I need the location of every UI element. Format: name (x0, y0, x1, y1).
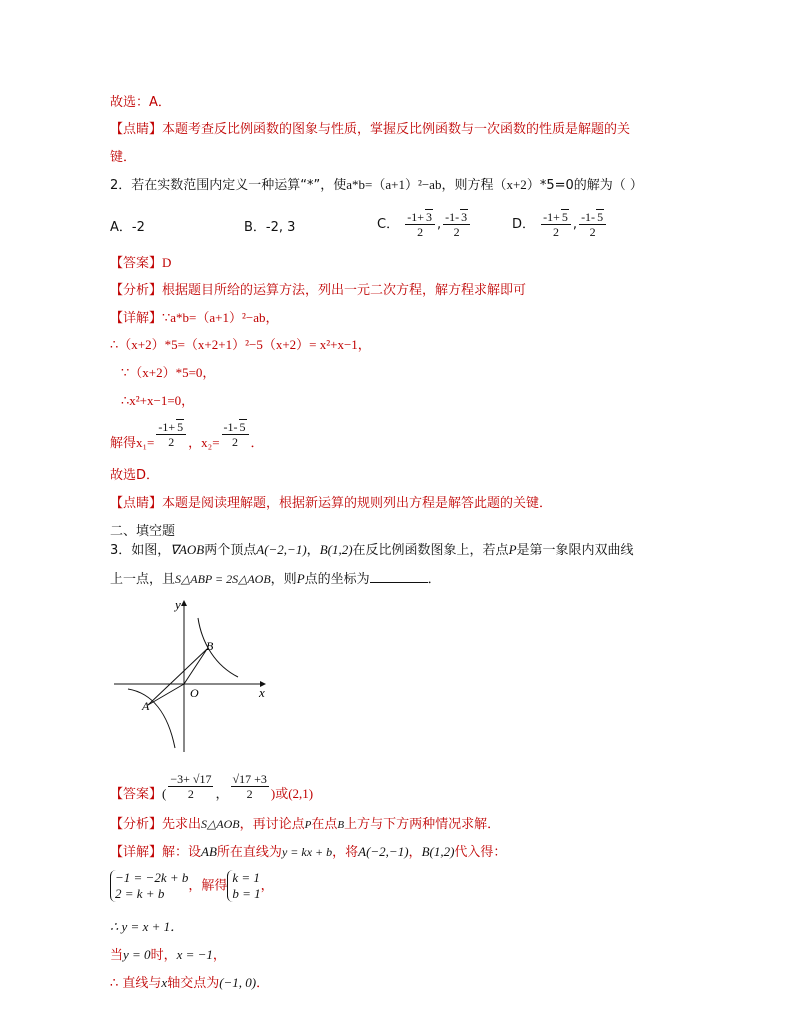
q3-stem-2c: 点的坐标为 (304, 572, 370, 587)
q2-c-n2r: 3 (461, 210, 468, 224)
q3-stem-1c: ， (306, 543, 320, 558)
q3-detail-4b: 时， (150, 948, 177, 963)
q3-stem-1P: P (508, 542, 517, 557)
q2-x2-label: ，x₂= (188, 435, 220, 450)
q3-detail-1A: A(−2,−1) (358, 844, 409, 859)
q2-option-a: A．-2 (110, 220, 145, 235)
q3-answer-tag: 【答案】 (110, 787, 163, 802)
q3-stem-1b: 两个顶点 (204, 543, 257, 558)
q3-analysis-b: ，再讨论点 (239, 817, 305, 832)
q2-x1-frac (156, 420, 186, 449)
q2-x2-na: -1- (223, 420, 238, 434)
prev-choice: 故选：A． (110, 95, 171, 110)
q2-c-n2a: -1- (445, 210, 460, 224)
q3-detail-4 (110, 946, 226, 965)
q3-stem-2b: ，则 (270, 572, 297, 587)
q2-detail-1 (110, 309, 279, 328)
sys2-line-2: b = 1 (232, 886, 261, 901)
q3-solve-end: ， (260, 878, 274, 894)
q3-detail-1B: B(1,2) (421, 844, 455, 859)
q2-d-d1: 2 (553, 225, 560, 239)
dianjing-tag: 【点睛】 (110, 122, 163, 137)
q2-answer-tag: 【答案】 (110, 256, 163, 271)
q2-x1-label: x₁= (136, 435, 155, 450)
q3-detail-4a: 当 (110, 948, 124, 963)
q3-detail-1d: ， (408, 845, 422, 860)
q2-detail-4-text: ∴x²+x−1=0， (121, 393, 195, 408)
q2-option-d-label: D． (512, 217, 536, 232)
q2-detail-5-pre: 解得 (110, 436, 137, 451)
q3-detail-3 (110, 918, 183, 936)
q2-c-frac-1 (405, 210, 435, 239)
point-a-label: A (142, 699, 150, 713)
q2-d-n1a: -1+ (543, 210, 560, 224)
q2-c-frac-2 (443, 210, 470, 239)
q3-analysis-tag: 【分析】 (110, 817, 163, 832)
origin-label: O (190, 686, 199, 700)
q2-analysis-text: 根据题目所给的运算方法，列出一元二次方程，解方程求解即可 (162, 283, 527, 298)
q3-ans-sep: ， (215, 787, 229, 802)
x-label: x (259, 685, 265, 700)
q3-figure (112, 596, 272, 756)
q3-detail-5 (110, 974, 269, 993)
q2-detail-tag: 【详解】 (110, 311, 163, 326)
q2-stem (110, 176, 643, 195)
q2-stem-eq: x+2 (506, 177, 527, 192)
q2-d-d2: 2 (589, 225, 596, 239)
q2-dianjing-text: 本题是阅读理解题，根据新运算的规则列出方程是解答此题的关键． (162, 496, 553, 511)
q3-analysis-P: P (304, 819, 312, 831)
q2-detail-3-text: ∵（x+2）*5=0， (121, 365, 216, 380)
q2-d-n2r: 5 (597, 210, 604, 224)
q3-stem-1A: A(−2,−1) (256, 542, 307, 557)
q3-detail-4y: y = 0 (123, 947, 151, 962)
hyperbola-branch-2 (128, 689, 175, 748)
q3-stem-2 (110, 570, 441, 589)
q2-detail-2 (110, 336, 371, 354)
q3-detail-5a: ∴ 直线与 (110, 976, 162, 991)
q3-stem-1 (110, 541, 634, 560)
q3-ans-n1: −3+ √17 (170, 772, 212, 786)
q2-d-frac-1 (541, 210, 571, 239)
q2-detail-1-text: ∵a*b=（a+1）²−ab， (162, 310, 279, 325)
q2-x1-nr: 5 (177, 420, 184, 434)
q2-x2-frac (222, 420, 249, 449)
q3-ans-d1: 2 (187, 787, 194, 801)
q3-detail-1AB: AB (201, 844, 217, 859)
q3-stem-1d: 在反比例函数图象上，若点 (352, 543, 509, 558)
sys1-line-2: 2 = k + b (115, 886, 165, 901)
q2-option-c: C． $\frac{-1+ 3}{2}$ , $\frac{-1- 3}{2}$ (377, 210, 472, 239)
q3-detail-5pt: (−1, 0) (219, 975, 257, 990)
q3-stem-1e: 是第一象限内双曲线 (516, 543, 634, 558)
q3-ans-frac-2 (231, 772, 269, 801)
q3-stem-1a: 3．如图， (110, 543, 171, 558)
q3-analysis-c: 在点 (311, 817, 338, 832)
q2-stem-b: ，则方程（ (441, 178, 507, 193)
q2-detail-5 (110, 420, 264, 456)
q2-x2-nr: 5 (239, 420, 246, 434)
section-title-text: 二、填空题 (110, 524, 176, 539)
prev-dianjing-cont-text: 键． (110, 150, 137, 165)
q2-c-n1a: -1+ (407, 210, 424, 224)
q2-answer-value: D (162, 255, 172, 270)
q3-analysis-a: 先求出 (162, 817, 202, 832)
q3-analysis (110, 815, 500, 834)
q2-option-b: B．-2, 3 (244, 220, 296, 235)
q3-answer (110, 772, 313, 806)
q3-stem-2P: P (296, 571, 305, 586)
q2-d-n2a: -1- (581, 210, 596, 224)
q3-detail-tag: 【详解】 (110, 845, 163, 860)
q3-ans-d2: 2 (246, 787, 253, 801)
q2-x1-na: -1+ (158, 420, 176, 434)
q2-dianjing (110, 495, 552, 513)
prev-dianjing-text: 本题考查反比例函数的图象与性质，掌握反比例函数与一次函数的性质是解题的关 (162, 122, 631, 137)
q3-system-line (110, 870, 274, 906)
hyperbola-branch-1 (198, 618, 238, 677)
q3-stem-2eq: S△ABP = 2S△AOB (175, 572, 271, 586)
q2-detail-5-end: ． (250, 436, 264, 451)
q2-choice (110, 467, 159, 485)
system-1 (110, 870, 188, 902)
q3-ans-p2: )或(2,1) (270, 786, 314, 801)
q2-detail-3 (121, 364, 215, 382)
sys2-line-1: k = 1 (232, 870, 260, 885)
prev-dianjing-cont (110, 149, 136, 167)
system-2 (227, 870, 260, 902)
q3-detail-3-text: ∴ y = x + 1． (110, 919, 184, 934)
q3-detail-4x: x = −1 (176, 947, 213, 962)
q3-ans-p1: ( (162, 786, 167, 801)
q3-stem-2d: ． (427, 572, 441, 587)
q3-stem-1tri: ∇AOB (170, 542, 205, 557)
q2-stem-def: a*b=（a+1）²−ab (346, 177, 442, 192)
point-b-label: B (206, 639, 214, 653)
q2-dianjing-tag: 【点睛】 (110, 496, 163, 511)
q3-ans-n2: √17 +3 (232, 772, 267, 786)
q3-detail-1e: 代入得： (454, 845, 507, 860)
q2-d-frac-2 (579, 210, 606, 239)
q2-option-d: D． $\frac{-1+ 5}{2}$ , $\frac{-1- 5}{2}$ (512, 210, 608, 239)
q2-analysis (110, 282, 526, 300)
q3-detail-1b: 所在直线为 (216, 845, 282, 860)
q2-detail-4 (121, 392, 194, 410)
q2-d-n1r: 5 (561, 210, 568, 224)
prev-dianjing-line (110, 121, 630, 139)
q2-choice-text: 故选D． (110, 468, 160, 483)
sys1-line-1: −1 = −2k + b (115, 870, 189, 885)
q2-c-d1: 2 (417, 225, 424, 239)
q3-detail-1a: 解：设 (162, 845, 202, 860)
q2-x2-d: 2 (232, 435, 239, 449)
segment-ao (148, 684, 184, 705)
q3-detail-5b: 轴交点为 (167, 976, 220, 991)
q3-detail-1 (110, 843, 506, 862)
q3-detail-5c: ． (256, 976, 270, 991)
q3-analysis-B: B (337, 819, 345, 831)
q3-detail-5x: x (161, 975, 168, 990)
q2-c-n1r: 3 (425, 210, 432, 224)
q3-stem-2a: 上一点，且 (110, 572, 176, 587)
q3-detail-1c: ，将 (332, 845, 359, 860)
q3-detail-1eq: y = kx + b (281, 845, 333, 859)
q2-c-d2: 2 (453, 225, 460, 239)
q2-analysis-tag: 【分析】 (110, 283, 163, 298)
q2-answer (110, 254, 171, 273)
q3-stem-1B: B(1,2) (319, 542, 353, 557)
answer-blank (370, 571, 428, 583)
prev-choice-line (110, 94, 171, 112)
q2-stem-a: 2．若在实数范围内定义一种运算“*”，使 (110, 178, 347, 193)
q3-ans-frac-1 (168, 772, 213, 801)
q3-analysis-S: S△AOB (201, 817, 240, 831)
segment-ob (184, 649, 207, 684)
q3-detail-4c: ， (212, 948, 226, 963)
y-axis-arrow (181, 600, 187, 606)
section-title (110, 523, 175, 541)
q3-analysis-d: 上方与下方两种情况求解． (344, 817, 501, 832)
q2-option-c-label: C． (377, 217, 400, 232)
q3-solve-label: ，解得 (188, 878, 228, 894)
q2-detail-2-text: ∴（x+2）*5=（x+2+1）²−5（x+2）= x²+x−1， (110, 337, 371, 352)
y-label: y (175, 597, 181, 612)
q2-stem-c: ）*5=0的解为（ ） (526, 178, 643, 193)
q2-x1-d: 2 (168, 435, 175, 449)
